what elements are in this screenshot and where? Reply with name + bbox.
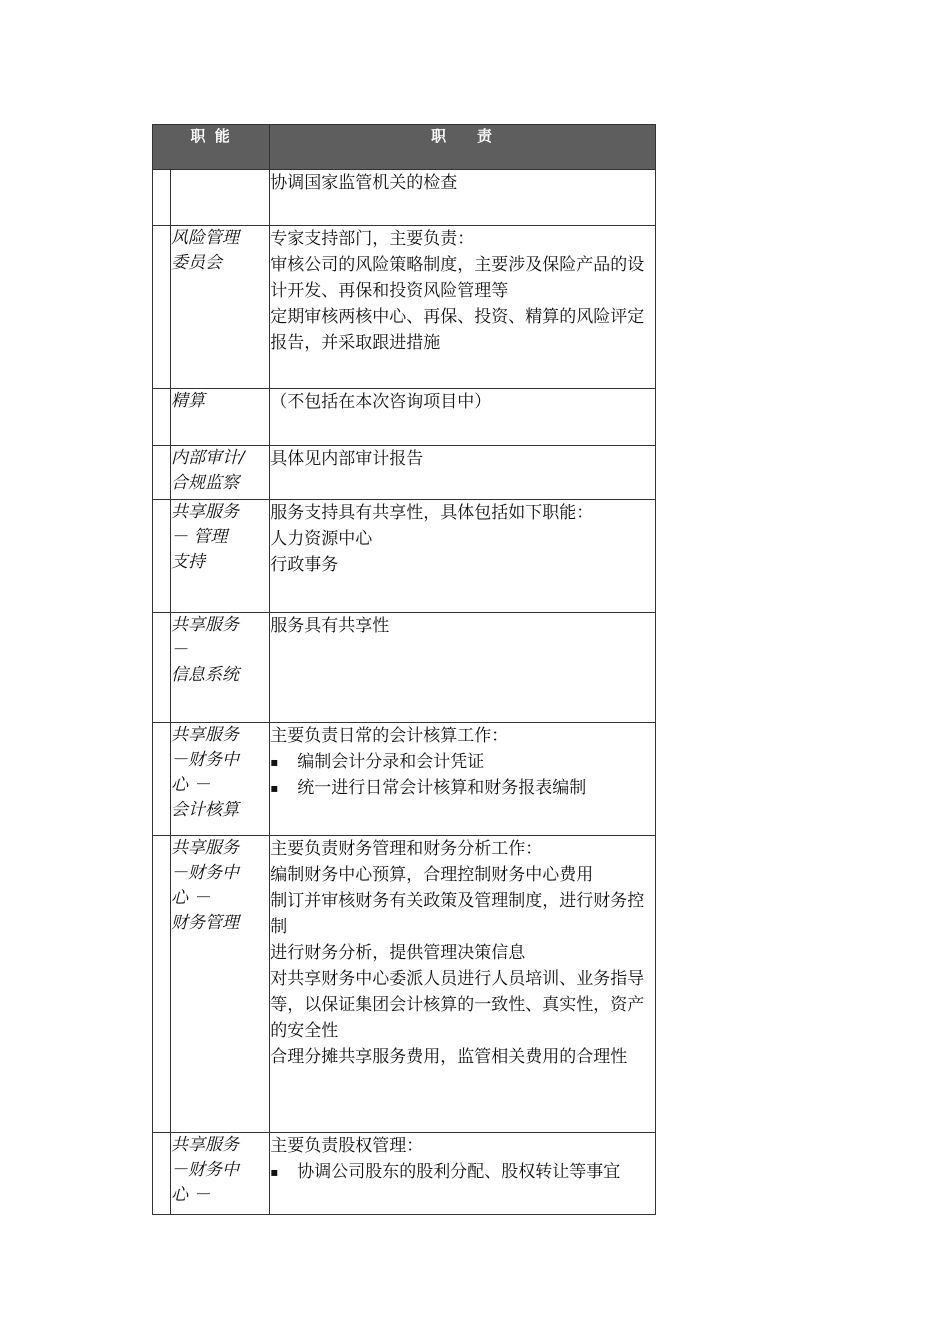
duty-bullet-item bbox=[270, 775, 655, 801]
table-row bbox=[153, 226, 656, 389]
table-row bbox=[153, 723, 656, 836]
header-duty: 职 责 bbox=[270, 125, 656, 170]
duty-line: 具体见内部审计报告 bbox=[270, 449, 424, 469]
duty-cell bbox=[270, 500, 656, 613]
table-row bbox=[153, 500, 656, 613]
duty-line: 制订并审核财务有关政策及管理制度，进行财务控制 bbox=[270, 891, 645, 937]
duty-line: 行政事务 bbox=[270, 555, 339, 575]
function-cell: 共享服务 － 管理 支持 bbox=[171, 500, 270, 613]
duty-cell bbox=[270, 836, 656, 1133]
bullet-icon: ▪ bbox=[270, 781, 279, 795]
row-spacer-cell bbox=[153, 723, 171, 836]
table-row bbox=[153, 1133, 656, 1215]
function-cell: 共享服务 －财务中 心 － 财务管理 bbox=[171, 836, 270, 1133]
table-row bbox=[153, 613, 656, 723]
function-cell bbox=[171, 170, 270, 226]
header-function: 职 能 bbox=[153, 125, 270, 170]
bullet-icon: ▪ bbox=[270, 755, 279, 769]
row-spacer-cell bbox=[153, 226, 171, 389]
function-duty-table bbox=[152, 124, 656, 1215]
duty-line: （不包括在本次咨询项目中） bbox=[270, 392, 492, 412]
duty-line: 服务支持具有共享性，具体包括如下职能： bbox=[270, 503, 594, 523]
table-row bbox=[153, 170, 656, 226]
bullet-icon: ▪ bbox=[270, 1165, 279, 1179]
duty-line: 协调国家监管机关的检查 bbox=[270, 173, 458, 193]
duty-line: 对共享财务中心委派人员进行人员培训、业务指导等，以保证集团会计核算的一致性、真实性，资产的安全性 bbox=[270, 969, 645, 1041]
bullet-text: 编制会计分录和会计凭证 bbox=[297, 752, 485, 772]
duty-bullet-item bbox=[270, 1159, 655, 1185]
duty-line: 编制财务中心预算，合理控制财务中心费用 bbox=[270, 865, 594, 885]
function-cell: 精算 bbox=[171, 389, 270, 446]
duty-line: 合理分摊共享服务费用，监管相关费用的合理性 bbox=[270, 1047, 628, 1067]
table-row bbox=[153, 836, 656, 1133]
bullet-text: 统一进行日常会计核算和财务报表编制 bbox=[297, 778, 587, 798]
table-row bbox=[153, 389, 656, 446]
duty-line: 进行财务分析，提供管理决策信息 bbox=[270, 943, 526, 963]
row-spacer-cell bbox=[153, 836, 171, 1133]
row-spacer-cell bbox=[153, 500, 171, 613]
duty-cell bbox=[270, 226, 656, 389]
duty-cell bbox=[270, 446, 656, 500]
function-cell: 共享服务 －财务中 心 － 会计核算 bbox=[171, 723, 270, 836]
duty-line: 主要负责日常的会计核算工作： bbox=[270, 726, 509, 746]
function-cell: 共享服务 － 信息系统 bbox=[171, 613, 270, 723]
duty-cell bbox=[270, 170, 656, 226]
row-spacer-cell bbox=[153, 1133, 171, 1215]
row-spacer-cell bbox=[153, 446, 171, 500]
row-spacer-cell bbox=[153, 613, 171, 723]
duty-line: 定期审核两核中心、再保、投资、精算的风险评定报告，并采取跟进措施 bbox=[270, 307, 645, 353]
duty-cell bbox=[270, 389, 656, 446]
duty-bullet-item bbox=[270, 749, 655, 775]
function-cell: 风险管理 委员会 bbox=[171, 226, 270, 389]
bullet-text: 协调公司股东的股利分配、股权转让等事宜 bbox=[297, 1162, 621, 1182]
function-cell: 内部审计/ 合规监察 bbox=[171, 446, 270, 500]
duty-cell bbox=[270, 1133, 656, 1215]
duty-line: 服务具有共享性 bbox=[270, 616, 390, 636]
duty-line: 专家支持部门，主要负责： bbox=[270, 229, 475, 249]
duty-line: 主要负责财务管理和财务分析工作： bbox=[270, 839, 543, 859]
duty-line: 主要负责股权管理： bbox=[270, 1136, 424, 1156]
row-spacer-cell bbox=[153, 389, 171, 446]
duty-line: 人力资源中心 bbox=[270, 529, 373, 549]
table-body bbox=[153, 170, 656, 1215]
row-spacer-cell bbox=[153, 170, 171, 226]
duty-line: 审核公司的风险策略制度，主要涉及保险产品的设计开发、再保和投资风险管理等 bbox=[270, 255, 645, 301]
function-cell: 共享服务 －财务中 心 － bbox=[171, 1133, 270, 1215]
table-row bbox=[153, 446, 656, 500]
duty-cell bbox=[270, 613, 656, 723]
duty-cell bbox=[270, 723, 656, 836]
table-header-row bbox=[153, 125, 656, 170]
